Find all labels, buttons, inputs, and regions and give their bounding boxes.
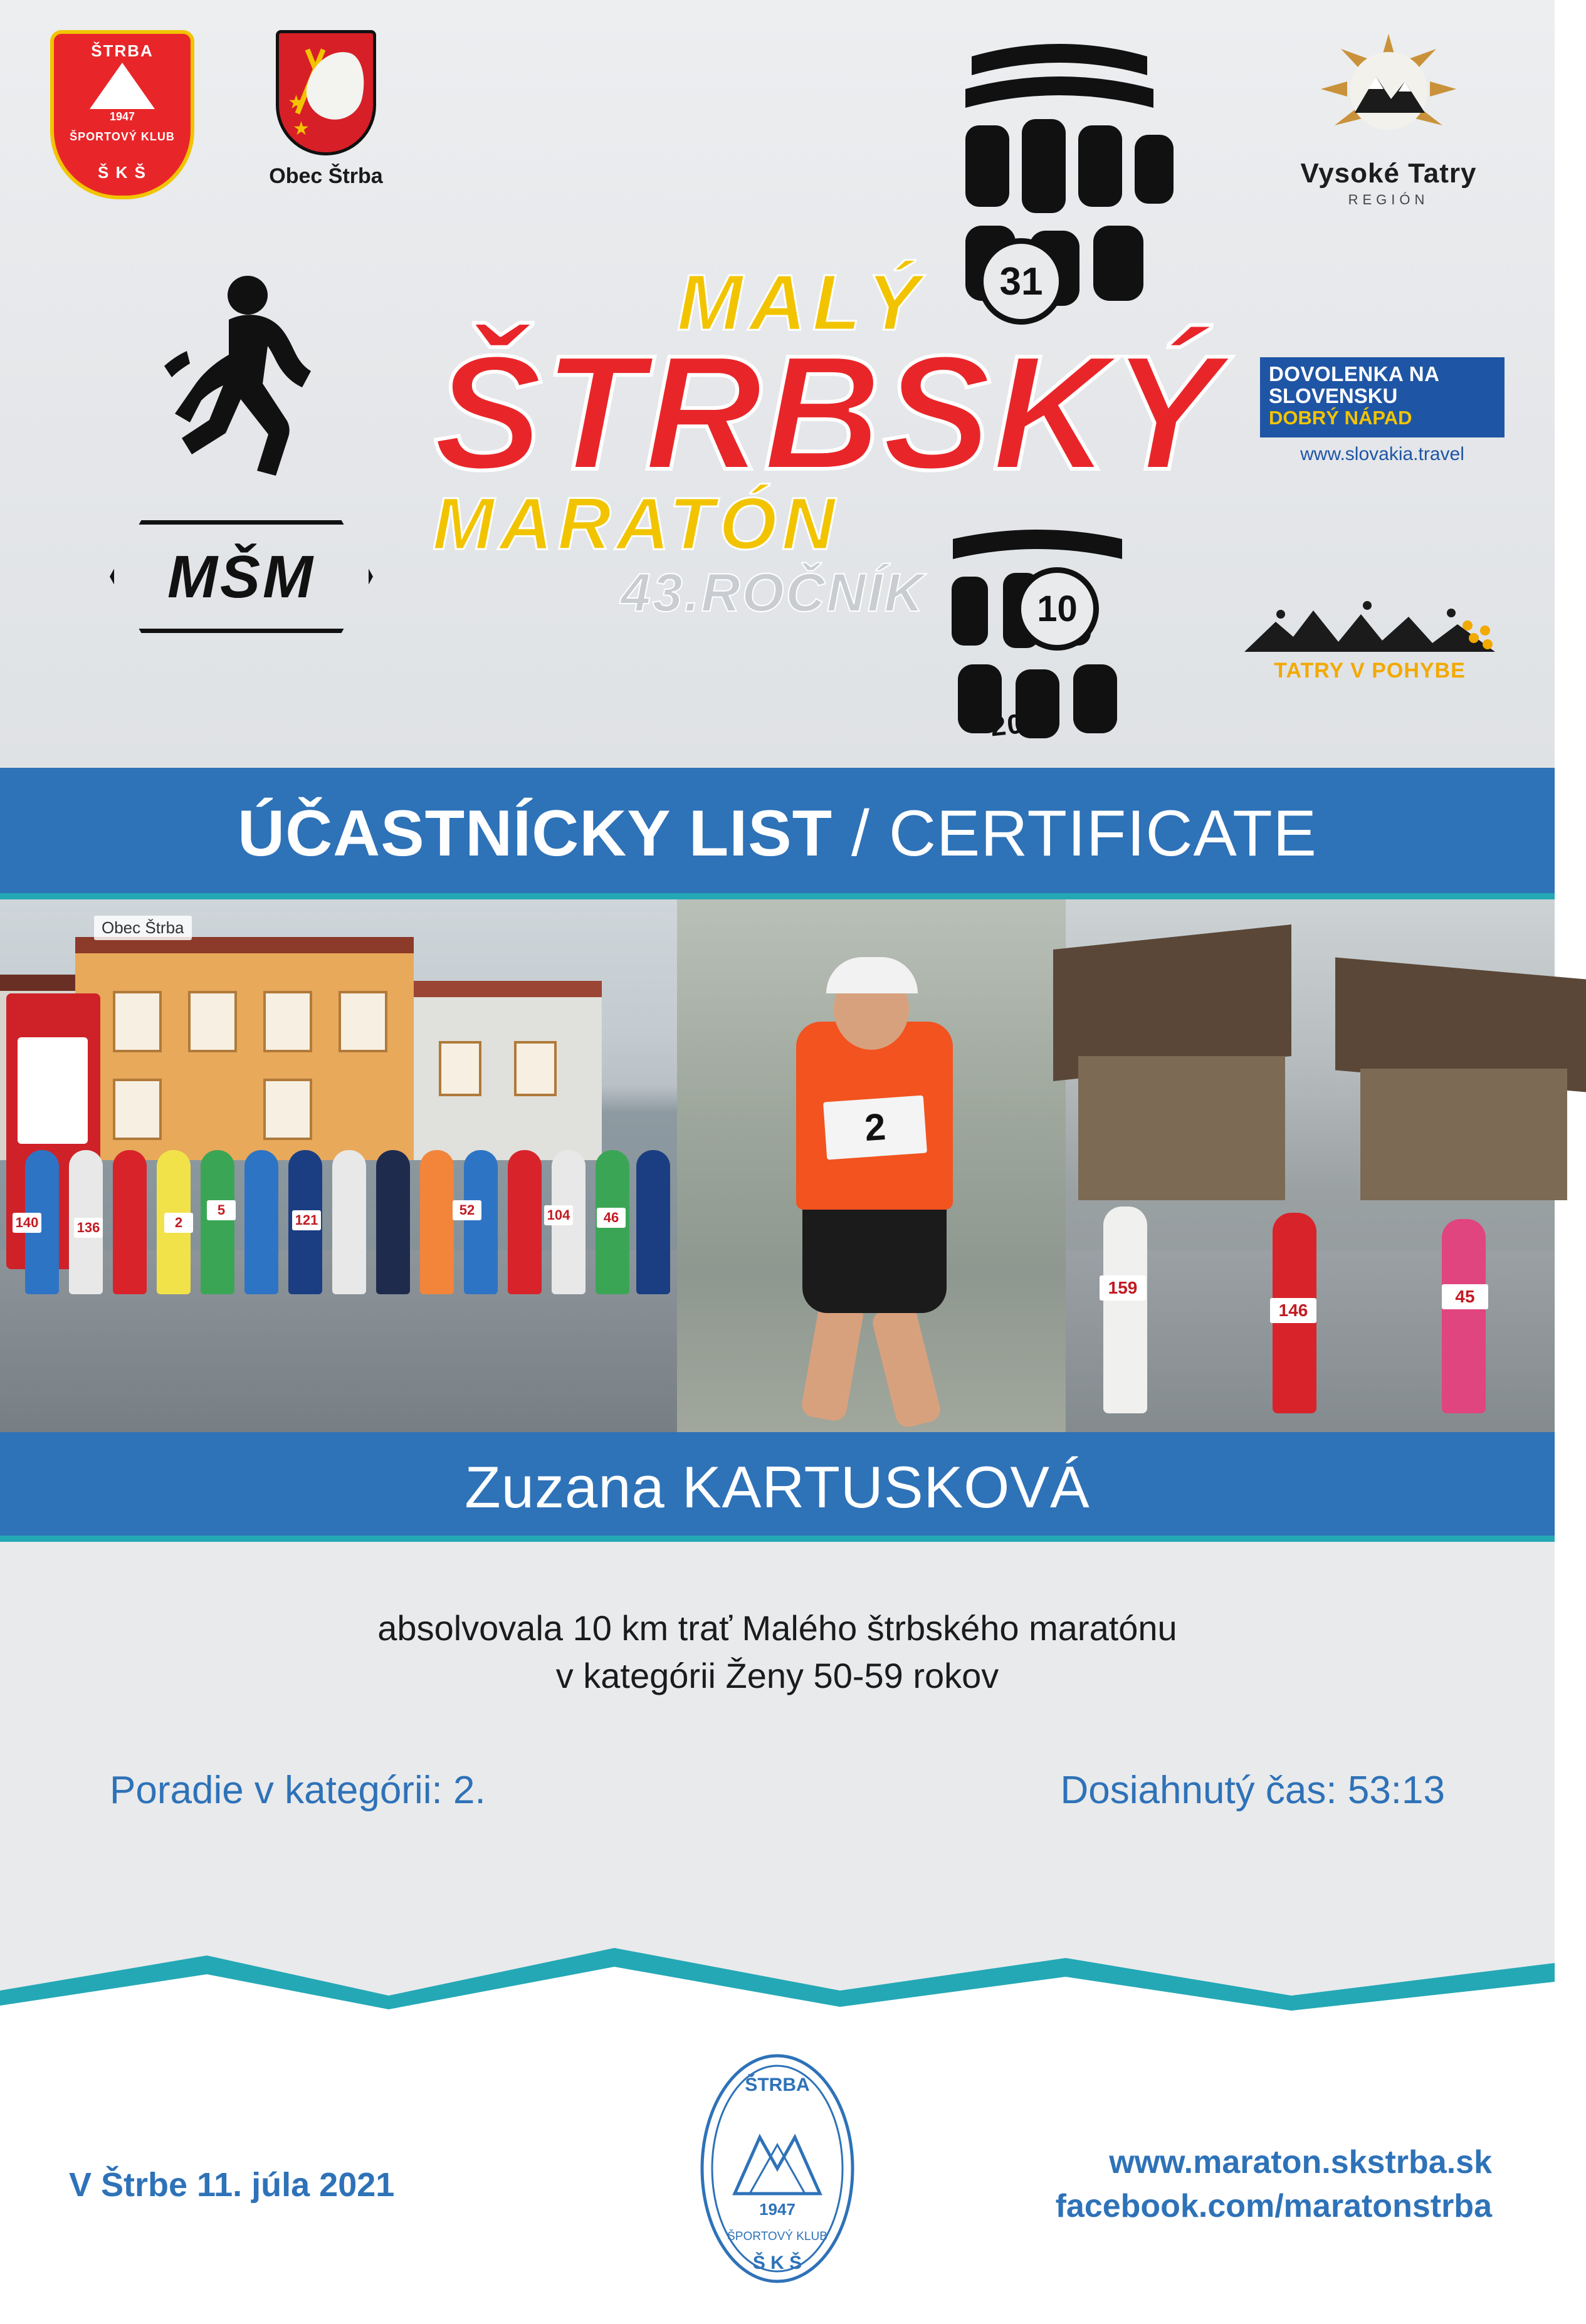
bib-number: 104 xyxy=(544,1205,573,1225)
sks-logo-mid-text: ŠPORTOVÝ KLUB xyxy=(70,130,175,143)
bib-number: 159 xyxy=(1100,1275,1146,1301)
achievement-line-2: v kategórii Ženy 50-59 rokov xyxy=(555,1655,999,1695)
mountain-icon xyxy=(90,63,155,109)
mountain-ridge-icon xyxy=(1244,589,1495,658)
svg-text:Š K Š: Š K Š xyxy=(752,2253,802,2273)
participant-name: Zuzana KARTUSKOVÁ xyxy=(465,1453,1090,1520)
tatry-v-pohybe-caption: TATRY V POHYBE xyxy=(1274,659,1466,683)
photo-strip xyxy=(0,899,1555,1432)
shoe-badge-year: 2021 xyxy=(989,704,1059,743)
photo-start-line xyxy=(0,899,677,1432)
certificate-title-bar xyxy=(0,768,1555,899)
vysoke-tatry-logo xyxy=(1285,31,1492,208)
results-row xyxy=(0,1699,1555,1813)
participant-name-bar xyxy=(0,1432,1555,1542)
finish-time-label: Dosiahnutý čas: xyxy=(1060,1769,1337,1813)
municipality-label: Obec Štrba xyxy=(269,164,383,188)
sks-logo-year: 1947 xyxy=(109,110,135,123)
slovakia-line2: SLOVENSKU xyxy=(1269,384,1398,407)
bib-number: 140 xyxy=(13,1213,41,1233)
bib-number: 146 xyxy=(1270,1298,1316,1323)
svg-text:1947: 1947 xyxy=(759,2200,796,2219)
finish-time-value: 53:13 xyxy=(1347,1769,1445,1813)
footer-links xyxy=(1056,2140,1492,2228)
msm-monogram-text: MŠM xyxy=(167,543,315,610)
sks-emblem-outline-icon xyxy=(690,2049,865,2288)
certificate-title-sk: ÚČASTNÍCKY LIST xyxy=(237,797,833,870)
footer-wave-divider xyxy=(0,1930,1555,2024)
header-banner xyxy=(0,0,1555,768)
sks-logo-bottom-text: Š K Š xyxy=(98,163,147,182)
facebook-link[interactable]: facebook.com/maratonstrba xyxy=(1055,2188,1492,2225)
finish-time xyxy=(1060,1768,1445,1813)
bib-number: 136 xyxy=(74,1218,103,1238)
svg-text:ŠTRBA: ŠTRBA xyxy=(745,2075,810,2095)
name-bar-accent-line xyxy=(0,1536,1555,1542)
sks-logo-top-text: ŠTRBA xyxy=(91,41,154,60)
title-maly: MALÝ xyxy=(677,258,926,347)
bib-number: 5 xyxy=(207,1200,236,1220)
photo-caption-obec: Obec Štrba xyxy=(94,916,192,940)
bib-number: 2 xyxy=(823,1096,927,1160)
msm-runner-logo xyxy=(97,270,398,683)
title-edition: 43.ROČNÍK xyxy=(621,563,925,623)
bib-number: 2 xyxy=(164,1213,193,1233)
certificate-title-separator: / xyxy=(851,797,870,870)
msm-monogram-frame xyxy=(110,520,373,633)
title-maraton: MARATÓN xyxy=(433,483,841,565)
category-rank xyxy=(110,1768,486,1813)
photo-solo-runner xyxy=(677,899,1066,1432)
slovakia-line3: DOBRÝ NÁPAD xyxy=(1269,407,1412,429)
shoe-badge-10: 10 xyxy=(1016,567,1099,651)
issue-date: V Štrbe 11. júla 2021 xyxy=(69,2166,395,2204)
shoe-badge-31: 31 xyxy=(978,238,1064,325)
event-title-block xyxy=(414,258,1241,624)
category-rank-label: Poradie v kategórii: xyxy=(110,1769,443,1813)
footer xyxy=(0,2024,1555,2324)
municipality-crest-block xyxy=(251,30,401,189)
bib-number: 46 xyxy=(597,1208,626,1228)
region-subtitle: REGIÓN xyxy=(1348,192,1429,207)
sks-club-logo xyxy=(50,30,194,199)
certificate-body xyxy=(0,1542,1555,1930)
runner-silhouette-icon xyxy=(154,270,342,533)
website-link[interactable]: www.maraton.skstrba.sk xyxy=(1109,2144,1492,2180)
region-name: Vysoké Tatry xyxy=(1300,158,1477,189)
runner-figure xyxy=(1442,1219,1486,1413)
slovakia-travel-badge[interactable] xyxy=(1260,357,1505,465)
runner-crowd xyxy=(0,1106,677,1294)
cert-bar-accent-line xyxy=(0,893,1555,899)
certificate-title-en: CERTIFICATE xyxy=(888,797,1318,870)
title-strbsky: ŠTRBSKÝ xyxy=(433,322,1222,504)
tatry-v-pohybe-logo xyxy=(1244,589,1495,683)
bib-number: 121 xyxy=(292,1210,321,1230)
sun-mountain-icon xyxy=(1313,31,1464,147)
svg-text:ŠPORTOVÝ KLUB: ŠPORTOVÝ KLUB xyxy=(727,2230,827,2243)
category-rank-value: 2. xyxy=(453,1769,486,1813)
photo-three-runners xyxy=(1066,899,1555,1432)
runner-figure xyxy=(1103,1206,1147,1413)
achievement-line-1: absolvovala 10 km trať Malého štrbského maratónu xyxy=(377,1608,1177,1648)
bib-number: 52 xyxy=(453,1200,481,1220)
coat-of-arms-icon: ★ ★ xyxy=(276,30,376,155)
bib-number: 45 xyxy=(1442,1284,1488,1309)
slovakia-travel-url[interactable]: www.slovakia.travel xyxy=(1300,443,1464,464)
slovakia-line1: DOVOLENKA NA xyxy=(1269,362,1440,385)
